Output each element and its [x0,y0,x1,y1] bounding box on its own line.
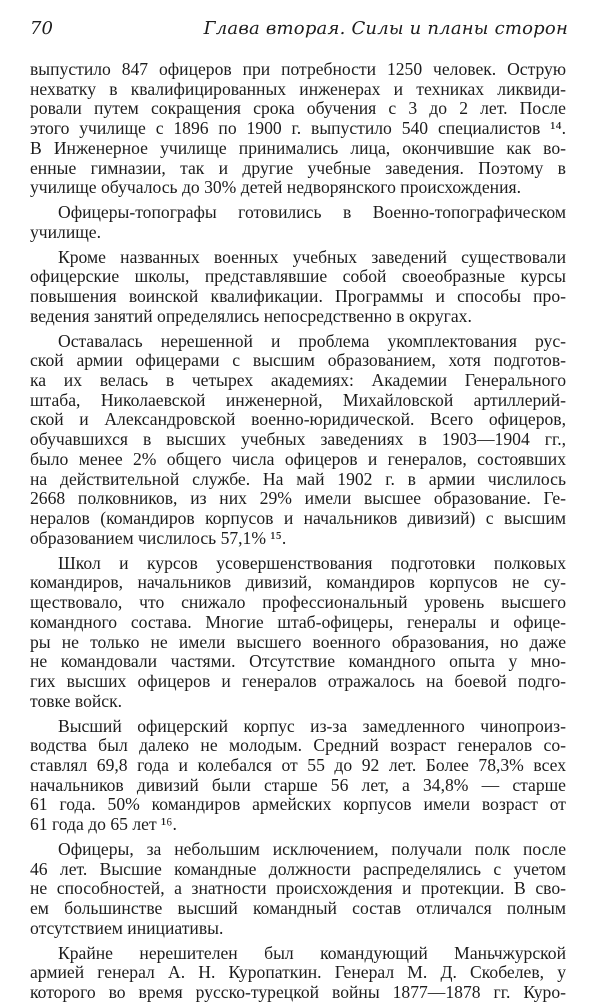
text-line: нералов (командиров корпусов и начальников дивизий) с высшим [30,508,566,529]
text-line: начальников дивизий были старше 56 лет, а 34,8% — старше [30,774,566,795]
text-line: ровали путем сокращения срока обучения с 3 до 2 лет. После [30,98,566,119]
text-line: ставлял 69,8 года и колебался от 55 до 92 лет. Более 78,3% всех [30,754,566,775]
text-line: 61 года до 65 лет ¹⁶. [30,814,177,835]
running-head [30,14,568,44]
text-line: Офицеры, за небольшим исключением, получали полк после [58,838,566,859]
text-line: этого училище с 1896 по 1900 г. выпустило 540 специалистов ¹⁴. [30,118,566,139]
paragraph [30,944,566,1003]
text-line: В Инженерное училище принимались лица, окончившие как во- [30,137,566,158]
paragraph [30,60,566,198]
text-line: училище. [30,221,102,242]
text-line: ской армии офицерами с высшим образованием, хотя подготов- [30,350,566,371]
text-line: 61 года. 50% командиров армейских корпусов имели возраст от [30,794,566,815]
text-line: не командовали частями. Отсутствие командного опыта у мно- [30,651,566,672]
text-line: Офицеры-топографы готовились в Военно-топографическом [58,202,566,223]
text-line: отсутствием инициативы. [30,917,224,938]
paragraph [30,717,566,835]
text-line: Кроме названных военных учебных заведений существовали [58,246,566,267]
text-line: офицерские школы, представлявшие собой своеобразные курсы [30,266,566,287]
text-line: образованием числилось 57,1% ¹⁵. [30,527,287,548]
text-line: командного состава. Многие штаб-офицеры, генералы и офице- [30,611,566,632]
page-number: 70 [30,18,53,39]
text-line: Школ и курсов усовершенствования подготовки полковых [58,552,566,573]
text-line: которого во время русско-турецкой войны 1877—1878 гг. Куро- [30,982,566,1003]
chapter-title: Глава вторая. Силы и планы сторон [203,18,568,39]
text-line: нехватку в квалифицированных инженерах и техниках ликвиди- [30,78,566,99]
paragraph [30,248,566,327]
body-text [30,60,566,1003]
text-line: 46 лет. Высшие командные должности распределялись с учетом [30,858,566,879]
paragraph [30,203,566,242]
text-line: повышения воинской квалификации. Программы и способы про- [30,286,566,307]
text-line: штаба, Николаевской инженерной, Михайловской артиллерий- [30,389,566,410]
text-line: было менее 2% общего числа офицеров и генералов, состоявших [30,448,566,469]
text-line: Оставалась нерешенной и проблема укомплектования рус- [58,330,566,351]
text-line: командиров, начальников дивизий, командиров корпусов не су- [30,572,566,593]
text-line: ведения занятий определялись непосредственно в округах. [30,305,472,326]
text-line: товке войск. [30,690,123,711]
text-line: водства был далеко не молодым. Средний возраст генералов со- [30,735,566,756]
paragraph [30,332,566,549]
text-line: енные гимназии, так и другие учебные заведения. Поэтому в [30,157,566,178]
text-line: выпустило 847 офицеров при потребности 1250 человек. Острую [30,59,566,79]
text-line: не способностей, а знатности происхождения и протекции. В сво- [30,878,566,899]
text-line: Крайне нерешителен был командующий Маньчжурской [58,942,566,963]
text-line: ка их велась в четырех академиях: Академии Генерального [30,370,566,391]
text-line: Высший офицерский корпус из-за замедленного чинопроиз- [58,715,566,736]
text-line: гих высших офицеров и генералов отражалось на боевой подго- [30,671,566,692]
text-line: ской и Александровской военно-юридической. Всего офицеров, [30,409,566,430]
paragraph [30,840,566,939]
text-line: ры не только не имели высшего военного образования, но даже [30,631,566,652]
paragraph [30,554,566,712]
text-line: армией генерал А. Н. Куропаткин. Генерал М. Д. Скобелев, у [30,962,566,983]
text-line: ществовало, что снижало профессиональный уровень высшего [30,592,566,613]
text-line: училище обучалось до 30% детей недворянского происхождения. [30,177,522,198]
text-line: обучавшихся в высших учебных заведениях в 1903—1904 гг., [30,429,566,450]
text-line: 2668 полковников, из них 29% имели высшее образование. Ге- [30,488,566,509]
text-line: ем большинстве высший командный состав отличался полным [30,898,566,919]
text-line: на действительной службе. На май 1902 г. в армии числилось [30,468,566,489]
